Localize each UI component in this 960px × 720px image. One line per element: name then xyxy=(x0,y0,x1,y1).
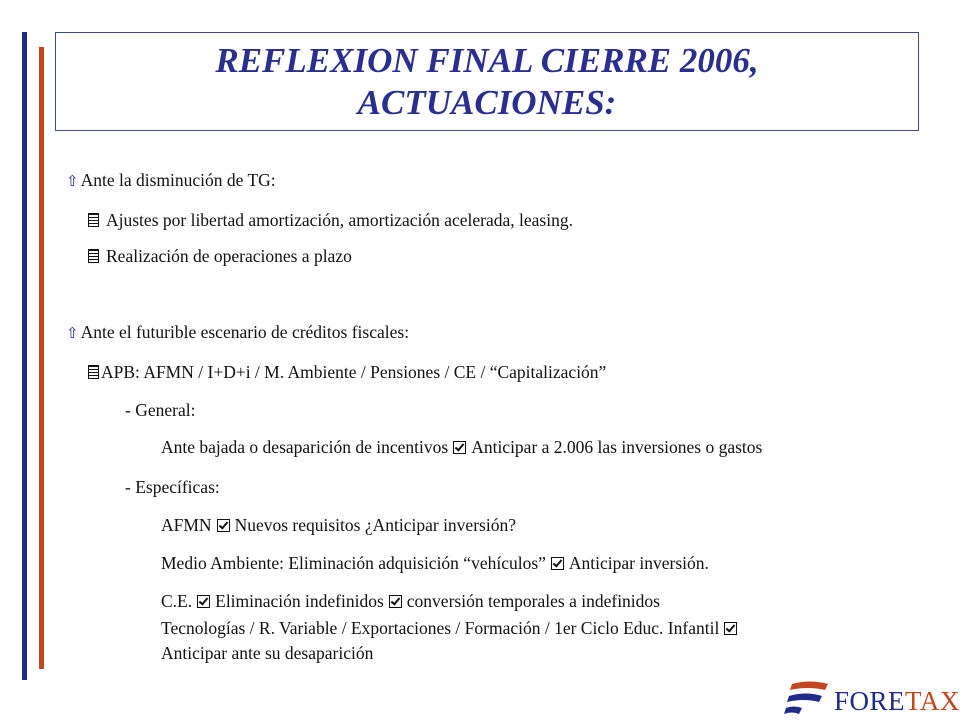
left-accent-bar-orange xyxy=(39,47,44,669)
general-line xyxy=(161,437,762,457)
especifica-line-2 xyxy=(161,553,709,573)
notepad-icon xyxy=(88,365,99,379)
especifica-line-5: Anticipar ante su desaparición xyxy=(161,643,374,663)
arrow-up-outline-icon: ⇧ xyxy=(66,174,79,190)
especifica-line-4 xyxy=(161,618,742,638)
checkbox-checked-icon xyxy=(453,441,466,454)
especifica-line-2-text-b: Anticipar inversión. xyxy=(568,553,709,573)
especifica-line-4-text: Tecnologías / R. Variable / Exportaciones / Formación / 1er Ciclo Educ. Infantil xyxy=(161,618,720,638)
title-line-1: REFLEXION FINAL CIERRE 2006, xyxy=(215,40,759,80)
list-item xyxy=(88,246,352,266)
especifica-line-3 xyxy=(161,591,660,611)
list-item xyxy=(88,362,606,382)
title-line-2: ACTUACIONES: xyxy=(357,82,617,122)
checkbox-checked-icon xyxy=(724,622,737,635)
checkbox-checked-icon xyxy=(197,595,210,608)
list-item-text: APB: AFMN / I+D+i / M. Ambiente / Pensiones / CE / “Capitalización” xyxy=(101,362,607,382)
list-item-text: Ajustes por libertad amortización, amortización acelerada, leasing. xyxy=(106,210,573,230)
title-box xyxy=(55,32,919,131)
especifica-line-2-text-a: Medio Ambiente: Eliminación adquisición “vehículos” xyxy=(161,553,546,573)
list-item xyxy=(88,210,573,230)
foretax-logo-text xyxy=(834,686,960,717)
checkbox-checked-icon xyxy=(551,557,564,570)
section-heading-2 xyxy=(66,322,409,344)
especifica-line-1-text-b: Nuevos requisitos ¿Anticipar inversión? xyxy=(234,515,516,535)
notepad-icon xyxy=(88,213,99,227)
general-line-text-b: Anticipar a 2.006 las inversiones o gastos xyxy=(471,437,763,457)
foretax-logo xyxy=(784,680,960,720)
sub-heading-general: - General: xyxy=(125,400,196,420)
logo-text-tax: TAX xyxy=(905,686,960,716)
left-accent-bar-blue xyxy=(22,32,27,680)
especifica-line-1 xyxy=(161,515,516,535)
notepad-icon xyxy=(88,249,99,263)
section-heading-1-text: Ante la disminución de TG: xyxy=(80,170,276,190)
general-line-text-a: Ante bajada o desaparición de incentivos xyxy=(161,437,449,457)
sub-heading-especificas: - Específicas: xyxy=(125,477,220,497)
especifica-line-1-text-a: AFMN xyxy=(161,515,212,535)
section-heading-1 xyxy=(66,170,276,192)
arrow-up-outline-icon: ⇧ xyxy=(66,326,79,342)
section-heading-2-text: Ante el futurible escenario de créditos fiscales: xyxy=(80,322,410,342)
checkbox-checked-icon xyxy=(389,595,402,608)
logo-text-fore: FORE xyxy=(834,686,906,716)
foretax-logo-mark-icon xyxy=(784,680,832,716)
especifica-line-3-text-c: conversión temporales a indefinidos xyxy=(406,591,660,611)
list-item-text: Realización de operaciones a plazo xyxy=(106,246,352,266)
checkbox-checked-icon xyxy=(217,519,230,532)
especifica-line-3-text-b: Eliminación indefinidos xyxy=(215,591,384,611)
especifica-line-3-text-a: C.E. xyxy=(161,591,193,611)
